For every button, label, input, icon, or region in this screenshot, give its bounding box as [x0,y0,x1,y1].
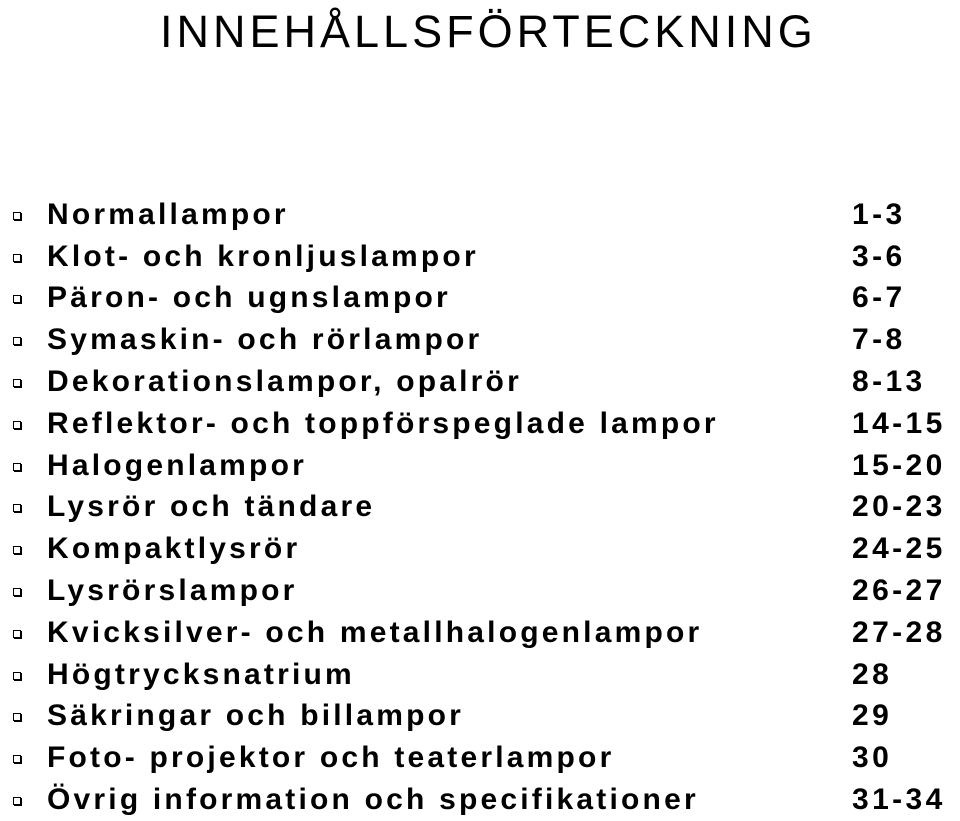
toc-entry-pages: 29 [852,699,893,733]
checkbox-square-icon [13,588,21,596]
checkbox-square-icon [13,546,21,554]
toc-entry [0,737,960,779]
toc-entry-label: Normallampor [47,197,289,231]
checkbox-square-icon [13,212,21,220]
toc-entry-label: Kvicksilver- och metallhalogenlampor [47,615,703,649]
toc-entry-label: Halogenlampor [47,448,307,482]
toc-entry [0,445,960,487]
toc-entry [0,319,960,361]
toc-entry-label: Symaskin- och rörlampor [47,323,483,357]
toc-entry [0,487,960,529]
checkbox-square-icon [13,755,21,763]
toc-entry-pages: 1-3 [852,197,906,231]
toc-entry-pages: 7-8 [852,323,906,357]
toc-entry-pages: 28 [852,657,893,691]
toc-entry-pages: 8-13 [852,365,926,399]
checkbox-square-icon [13,254,21,262]
toc-entry-label: Foto- projektor och teaterlampor [47,741,615,775]
toc-entry [0,278,960,320]
toc-entry-label: Päron- och ugnslampor [47,281,451,315]
toc-entry-pages: 27-28 [852,615,946,649]
toc-entry [0,696,960,738]
toc-entry [0,528,960,570]
toc-entry-label: Övrig information och specifikationer [47,783,699,817]
checkbox-square-icon [13,379,21,387]
toc-entry [0,403,960,445]
toc-entry-pages: 20-23 [852,490,946,524]
checkbox-square-icon [13,797,21,805]
toc-entry-pages: 14-15 [852,406,946,440]
toc-entry-pages: 31-34 [852,783,946,817]
toc-entry [0,236,960,278]
toc-entry [0,570,960,612]
toc-entry [0,654,960,696]
toc-entry-label: Dekorationslampor, opalrör [47,365,522,399]
checkbox-square-icon [13,295,21,303]
table-of-contents [0,194,960,821]
page-title: INNEHÅLLSFÖRTECKNING [160,6,817,57]
toc-entry [0,779,960,821]
toc-entry-pages: 3-6 [852,239,906,273]
checkbox-square-icon [13,630,21,638]
toc-entry-label: Högtrycksnatrium [47,657,355,691]
checkbox-square-icon [13,421,21,429]
toc-entry-pages: 26-27 [852,574,946,608]
toc-entry-pages: 15-20 [852,448,946,482]
toc-entry [0,612,960,654]
toc-entry-pages: 30 [852,741,893,775]
toc-entry [0,194,960,236]
toc-entry-pages: 6-7 [852,281,906,315]
toc-entry-label: Reflektor- och toppförspeglade lampor [47,406,719,440]
checkbox-square-icon [13,672,21,680]
checkbox-square-icon [13,337,21,345]
toc-entry [0,361,960,403]
toc-entry-label: Säkringar och billampor [47,699,465,733]
toc-entry-label: Lysrörslampor [47,574,298,608]
toc-entry-label: Lysrör och tändare [47,490,376,524]
checkbox-square-icon [13,713,21,721]
toc-entry-pages: 24-25 [852,532,946,566]
toc-entry-label: Kompaktlysrör [47,532,301,566]
toc-entry-label: Klot- och kronljuslampor [47,239,479,273]
checkbox-square-icon [13,504,21,512]
checkbox-square-icon [13,463,21,471]
